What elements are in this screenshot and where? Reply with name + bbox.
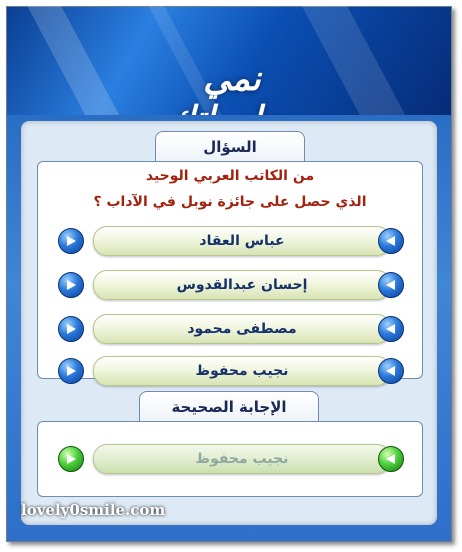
option-3-left-button[interactable] bbox=[58, 316, 84, 342]
site-watermark: lovely0smile.com bbox=[21, 501, 166, 519]
question-line-1: من الكاتب العربي الوحيد bbox=[145, 168, 315, 184]
answer-box bbox=[37, 421, 423, 497]
play-right-icon bbox=[64, 452, 78, 466]
question-box bbox=[37, 161, 423, 379]
option-3-right-button[interactable] bbox=[378, 316, 404, 342]
option-4-left-button[interactable] bbox=[58, 358, 84, 384]
quiz-panel bbox=[21, 121, 437, 525]
play-right-icon bbox=[64, 364, 78, 378]
question-tab: السؤال bbox=[155, 131, 305, 163]
answer-left-button[interactable] bbox=[58, 446, 84, 472]
play-right-icon bbox=[64, 234, 78, 248]
app-title: نمي bbox=[203, 59, 261, 99]
option-1-right-button[interactable] bbox=[378, 228, 404, 254]
question-line-2: الذي حصل على جائزة نوبل في الآداب ؟ bbox=[93, 194, 367, 210]
play-left-icon bbox=[384, 278, 398, 292]
answer-right-button[interactable] bbox=[378, 446, 404, 472]
header-banner bbox=[7, 7, 451, 115]
option-1-button[interactable]: عباس العقاد bbox=[93, 226, 391, 256]
option-2-right-button[interactable] bbox=[378, 272, 404, 298]
content-area bbox=[7, 115, 451, 541]
play-left-icon bbox=[384, 322, 398, 336]
quiz-window bbox=[6, 6, 452, 542]
option-3-button[interactable]: مصطفى محمود bbox=[93, 314, 391, 344]
play-left-icon bbox=[384, 234, 398, 248]
option-2-left-button[interactable] bbox=[58, 272, 84, 298]
option-4-right-button[interactable] bbox=[378, 358, 404, 384]
play-right-icon bbox=[64, 278, 78, 292]
play-right-icon bbox=[64, 322, 78, 336]
option-4-button[interactable]: نجيب محفوظ bbox=[93, 356, 391, 386]
play-left-icon bbox=[384, 452, 398, 466]
answer-tab: الإجابة الصحيحة bbox=[139, 391, 319, 423]
option-2-button[interactable]: إحسان عبدالقدوس bbox=[93, 270, 391, 300]
correct-answer-field: نجيب محفوظ bbox=[93, 444, 391, 474]
option-1-left-button[interactable] bbox=[58, 228, 84, 254]
play-left-icon bbox=[384, 364, 398, 378]
